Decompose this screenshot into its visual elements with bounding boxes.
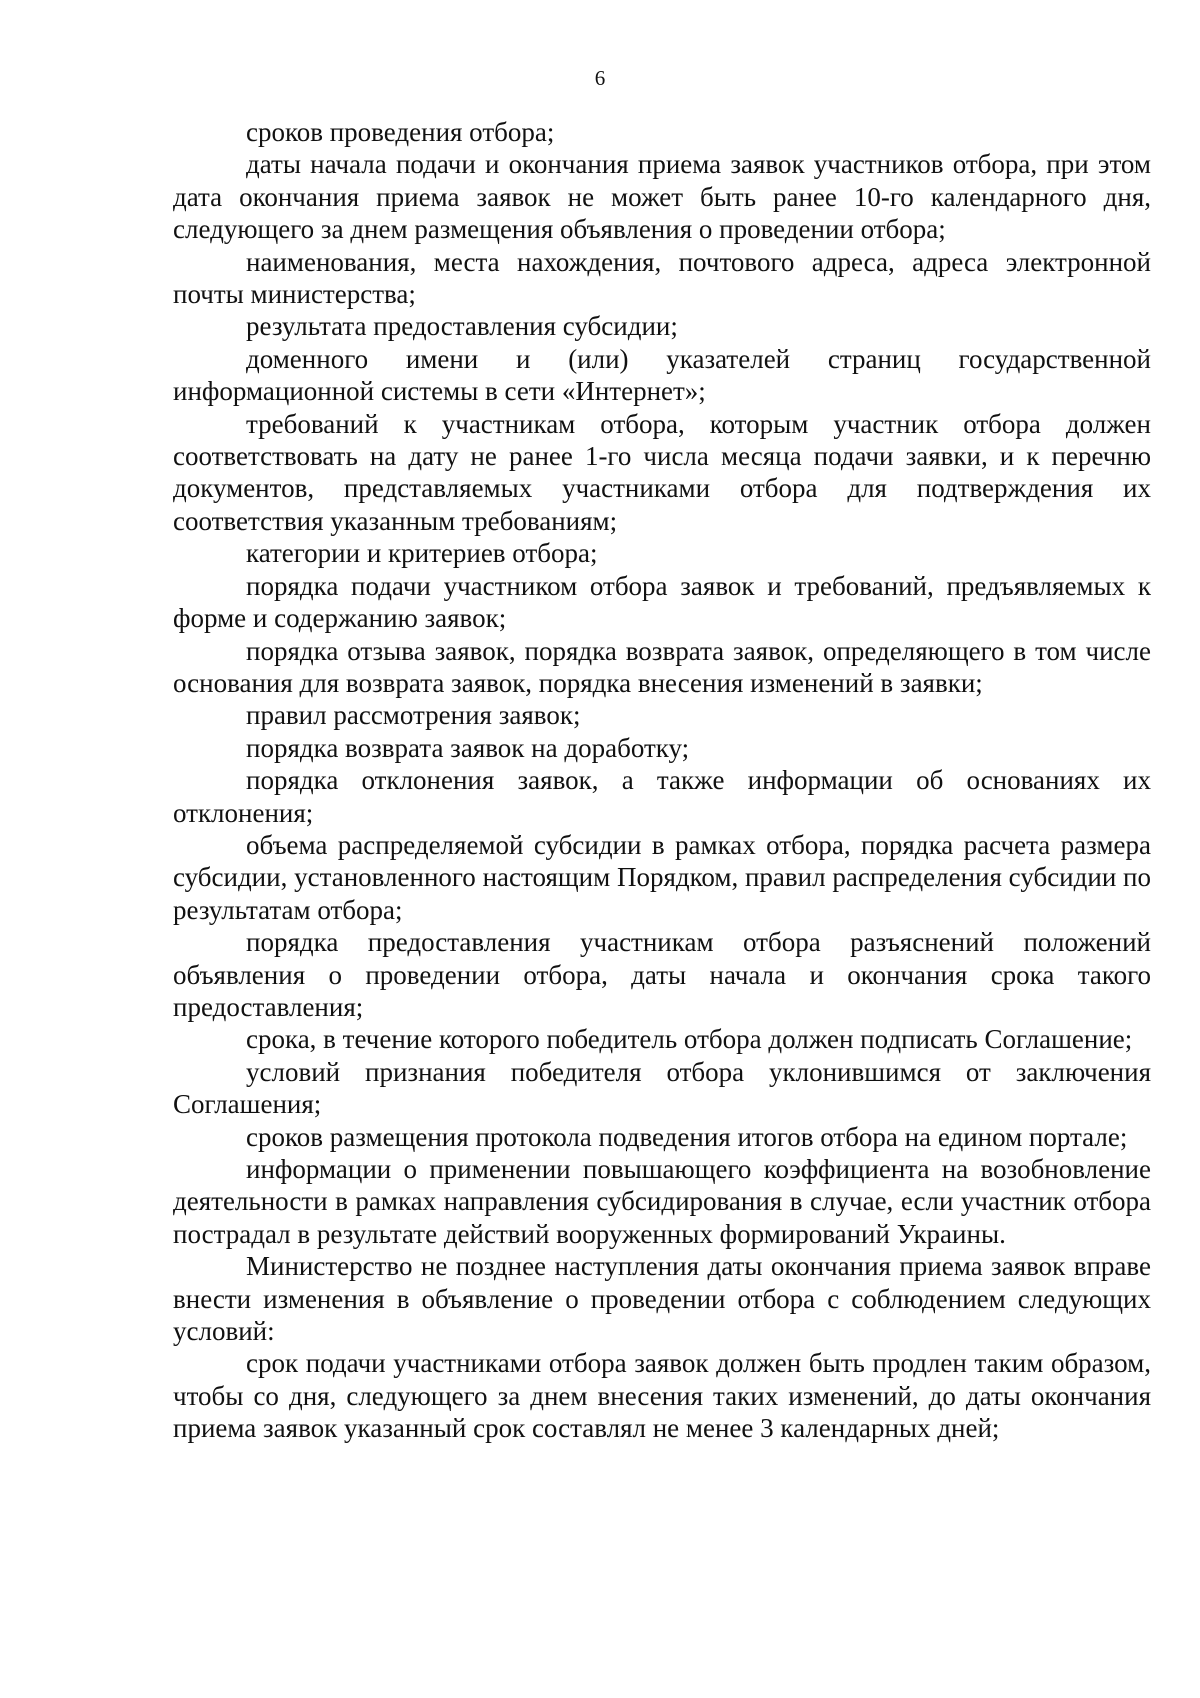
paragraph: сроков проведения отбора; — [246, 117, 555, 147]
paragraph: срока, в течение которого победитель отбора должен подписать Соглашение; — [246, 1024, 1133, 1055]
paragraph: условий признания победителя отбора уклонившимся от заключения Соглашения; — [173, 1056, 1151, 1120]
paragraph: наименования, места нахождения, почтового адреса, адреса электронной почты министерства; — [173, 246, 1151, 310]
paragraph: порядка отзыва заявок, порядка возврата заявок, определяющего в том числе основания для возврата заявок, порядка внесения изменений в заявки; — [173, 635, 1151, 698]
paragraph: информации о применении повышающего коэффициента на возобновление деятельности в рамках направления субсидирования в случае, если участник отбора пострадал в результате действий вооруженных формирований Украины. — [173, 1154, 1151, 1249]
paragraph: правил рассмотрения заявок; — [246, 700, 581, 731]
paragraph: требований к участникам отбора, которым участник отбора должен соответствовать на дату не ранее 1-го числа месяца подачи заявки, и к перечню документов, представляемых участниками отбора для подтверждения их соответствия указанным требованиям; — [173, 408, 1151, 536]
paragraph: даты начала подачи и окончания приема заявок участников отбора, при этом дата окончания приема заявок не может быть ранее 10-го календарного дня, следующего за днем размещения объявления о проведении отбора; — [173, 149, 1151, 245]
page-number: 6 — [594, 66, 606, 90]
paragraph: результата предоставления субсидии; — [246, 311, 678, 342]
paragraph: объема распределяемой субсидии в рамках отбора, порядка расчета размера субсидии, установленного настоящим Порядком, правил распределения субсидии по результатам отбора; — [173, 829, 1151, 925]
paragraph: порядка предоставления участникам отбора разъяснений положений объявления о проведении отбора, даты начала и окончания срока такого предоставления; — [173, 927, 1151, 1022]
paragraph: порядка отклонения заявок, а также информации об основаниях их отклонения; — [173, 765, 1151, 828]
paragraph: доменного имени и (или) указателей страниц государственной информационной системы в сети «Интернет»; — [173, 343, 1151, 407]
body-text — [173, 116, 1151, 1445]
paragraph: Министерство не позднее наступления даты окончания приема заявок вправе внести изменения в объявление о проведении отбора с соблюдением следующих условий: — [173, 1251, 1151, 1347]
paragraph: категории и критериев отбора; — [246, 538, 598, 569]
paragraph: порядка возврата заявок на доработку; — [246, 732, 690, 763]
paragraph: порядка подачи участником отбора заявок и требований, предъявляемых к форме и содержанию заявок; — [173, 570, 1151, 634]
paragraph: сроков размещения протокола подведения итогов отбора на едином портале; — [246, 1121, 1128, 1152]
paragraph: срок подачи участниками отбора заявок должен быть продлен таким образом, чтобы со дня, следующего за днем внесения таких изменений, до даты окончания приема заявок указанный срок составлял не менее 3 календарных дней; — [173, 1348, 1151, 1444]
